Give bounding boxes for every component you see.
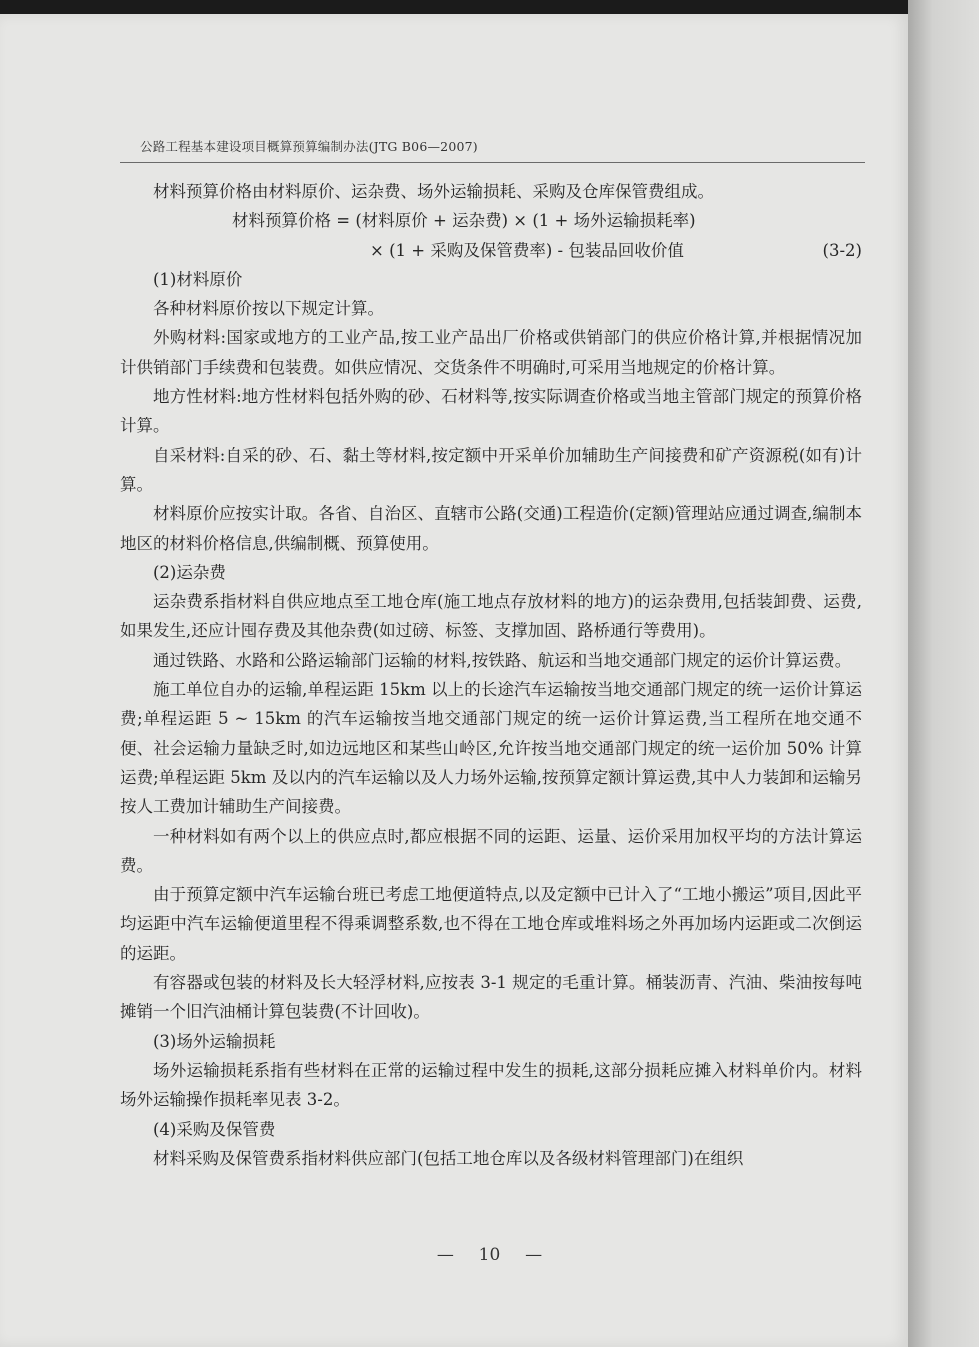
paragraph: 各种材料原价按以下规定计算。: [153, 299, 384, 319]
paragraph: 有容器或包装的材料及长大轻浮材料,应按表 3-1 规定的毛重计算。桶装沥青、汽油、柴油按每吨摊销一个旧汽油桶计算包装费(不计回收)。: [120, 973, 862, 1022]
paragraph: 外购材料:国家或地方的工业产品,按工业产品出厂价格或供销部门的供应价格计算,并根据情况加计供销部门手续费和包装费。如供应情况、交货条件不明确时,可采用当地规定的价格计算。: [120, 328, 862, 377]
paragraph: 材料采购及保管费系指材料供应部门(包括工地仓库以及各级材料管理部门)在组织: [153, 1148, 744, 1168]
page-number: 10: [478, 1245, 501, 1265]
paragraph-intro: 材料预算价格由材料原价、运杂费、场外运输损耗、采购及仓库保管费组成。: [153, 182, 714, 201]
paragraph: 运杂费系指材料自供应地点至工地仓库(施工地点存放材料的地方)的运杂费用,包括装卸费、运费,如果发生,还应计囤存费及其他杂费(如过磅、标签、支撑加固、路桥通行等费用)。: [120, 592, 862, 641]
formula-number: (3-2): [822, 240, 862, 260]
section-heading-procurement: (4)采购及保管费: [153, 1119, 276, 1139]
paragraph: 材料原价应按实计取。各省、自治区、直辖市公路(交通)工程造价(定额)管理站应通过调查,编制本地区的材料价格信息,供编制概、预算使用。: [120, 504, 862, 553]
section-heading-transport-loss: (3)场外运输损耗: [153, 1031, 276, 1051]
footer-dash-right: —: [525, 1245, 543, 1265]
section-heading-freight: (2)运杂费: [153, 562, 226, 582]
paragraph: 场外运输损耗系指有些材料在正常的运输过程中发生的损耗,这部分损耗应摊入材料单价内。材料场外运输操作损耗率见表 3-2。: [120, 1060, 862, 1110]
formula-text-2: × (1 + 采购及保管费率) - 包装品回收价值: [370, 240, 684, 260]
paragraph: 通过铁路、水路和公路运输部门运输的材料,按铁路、航运和当地交通部门规定的运价计算运费。: [153, 650, 852, 670]
formula-line-1: [120, 206, 862, 235]
running-header: 公路工程基本建设项目概算预算编制办法(JTG B06—2007): [140, 139, 478, 154]
header-rule: [120, 162, 865, 163]
paragraph: 一种材料如有两个以上的供应点时,都应根据不同的运距、运量、运价采用加权平均的方法计算运费。: [120, 826, 862, 875]
section-heading-material-price: (1)材料原价: [153, 269, 243, 289]
paragraph: 地方性材料:地方性材料包括外购的砂、石材料等,按实际调查价格或当地主管部门规定的预算价格计算。: [120, 387, 862, 436]
footer-dash-left: —: [436, 1245, 454, 1265]
paragraph: 施工单位自办的运输,单程运距 15km 以上的长途汽车运输按当地交通部门规定的统一运价计算运费;单程运距 5 ~ 15km 的汽车运输按当地交通部门规定的统一运价计算运费,当工程所在地交通不便、社会运输力量缺乏时,如边远地区和某些山岭区,允许按当地交通部门规定的统一运价加 50% 计算运费;单程运距 5km 及以内的汽车运输以及人力场外运输,按预算定额计算运费,其中人力装卸和运输另按人工费加计辅助生产间接费。: [120, 680, 862, 817]
page-footer: [0, 1245, 979, 1265]
body-text: [120, 177, 862, 1173]
formula-line-2: [120, 236, 862, 265]
adjacent-page-edge: [908, 0, 979, 1347]
paragraph: 由于预算定额中汽车运输台班已考虑工地便道特点,以及定额中已计入了“工地小搬运”项目,因此平均运距中汽车运输便道里程不得乘调整系数,也不得在工地仓库或堆料场之外再加场内运距或二次倒运的运距。: [120, 885, 862, 963]
formula-text-1: 材料预算价格 = (材料原价 + 运杂费) × (1 + 场外运输损耗率): [232, 211, 696, 231]
paragraph: 自采材料:自采的砂、石、黏土等材料,按定额中开采单价加辅助生产间接费和矿产资源税(如有)计算。: [120, 445, 862, 494]
